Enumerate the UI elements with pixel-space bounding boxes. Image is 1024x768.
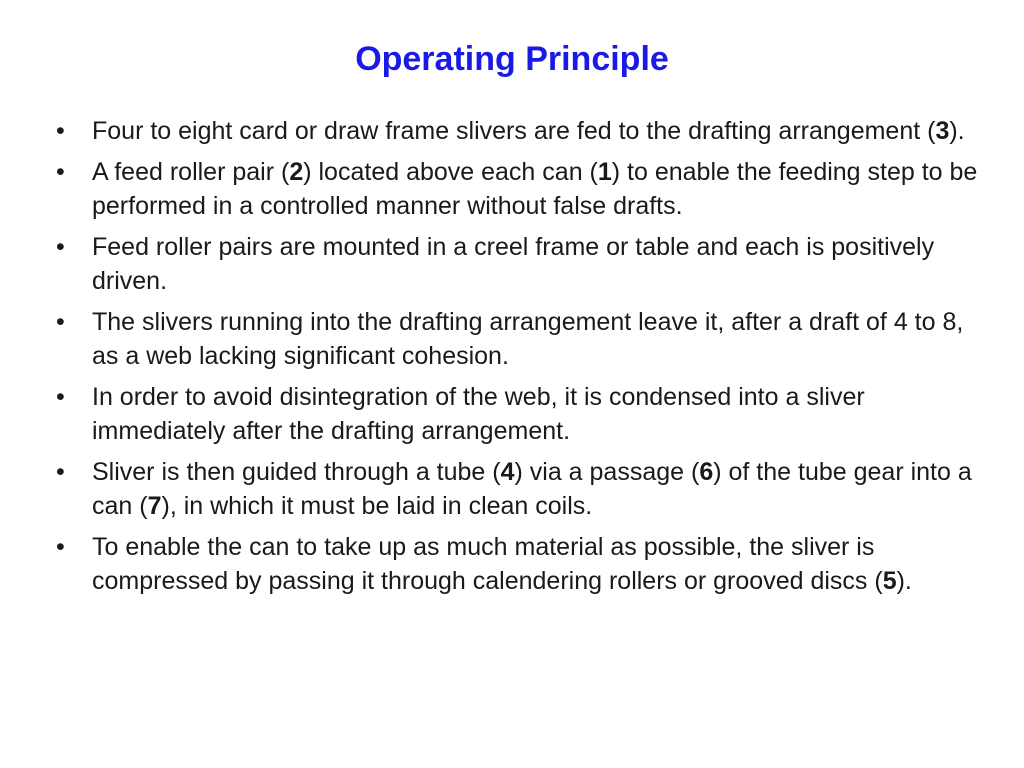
bullet-text: ) located above each can (	[303, 157, 598, 186]
bullet-text: ) of the tube gear into a can (	[92, 457, 972, 520]
bullet-text: ), in which it must be laid in clean coils.	[161, 492, 593, 520]
bullet-item	[56, 155, 986, 224]
bullet-item	[56, 380, 986, 449]
bullet-item	[56, 455, 986, 524]
bullet-text: Sliver is then guided through a tube (	[92, 457, 501, 486]
bullet-dot: •	[56, 307, 65, 336]
bullet-item	[56, 305, 986, 374]
bullet-dot: •	[56, 382, 65, 411]
reference-number: 2	[289, 157, 304, 186]
slide-title: Operating Principle	[355, 40, 669, 78]
reference-number: 4	[500, 457, 515, 486]
bullet-text: ).	[949, 117, 965, 145]
reference-number: 1	[597, 157, 612, 186]
bullet-item	[56, 114, 986, 149]
bullet-dot: •	[56, 457, 65, 486]
reference-number: 5	[882, 567, 897, 595]
bullet-dot: •	[56, 232, 65, 261]
bullet-text: ) to enable the feeding step to be performed in a controlled manner without false drafts.	[92, 157, 978, 220]
bullet-dot: •	[56, 532, 65, 561]
bullet-text: A feed roller pair (	[92, 157, 290, 186]
bullet-text: In order to avoid disintegration of the web, it is condensed into a sliver immediately after the drafting arrangement.	[92, 382, 865, 445]
reference-number: 7	[147, 492, 162, 520]
bullet-item	[56, 230, 986, 299]
bullet-dot: •	[56, 157, 65, 186]
bullet-text: To enable the can to take up as much material as possible, the sliver is compressed by passing it through calendering rollers or grooved discs (	[92, 532, 883, 595]
bullet-text: The slivers running into the drafting arrangement leave it, after a draft of 4 to 8, as a web lacking significant cohesion.	[92, 307, 964, 370]
bullet-item	[56, 530, 986, 599]
bullet-text: ).	[896, 567, 912, 595]
bullet-text: ) via a passage (	[514, 457, 700, 486]
bullet-text: Feed roller pairs are mounted in a creel frame or table and each is positively driven.	[92, 232, 935, 295]
bullet-text: Four to eight card or draw frame slivers are fed to the drafting arrangement (	[92, 117, 936, 145]
bullet-list	[56, 114, 986, 605]
reference-number: 6	[699, 457, 714, 486]
reference-number: 3	[935, 117, 950, 145]
bullet-dot: •	[56, 117, 65, 145]
